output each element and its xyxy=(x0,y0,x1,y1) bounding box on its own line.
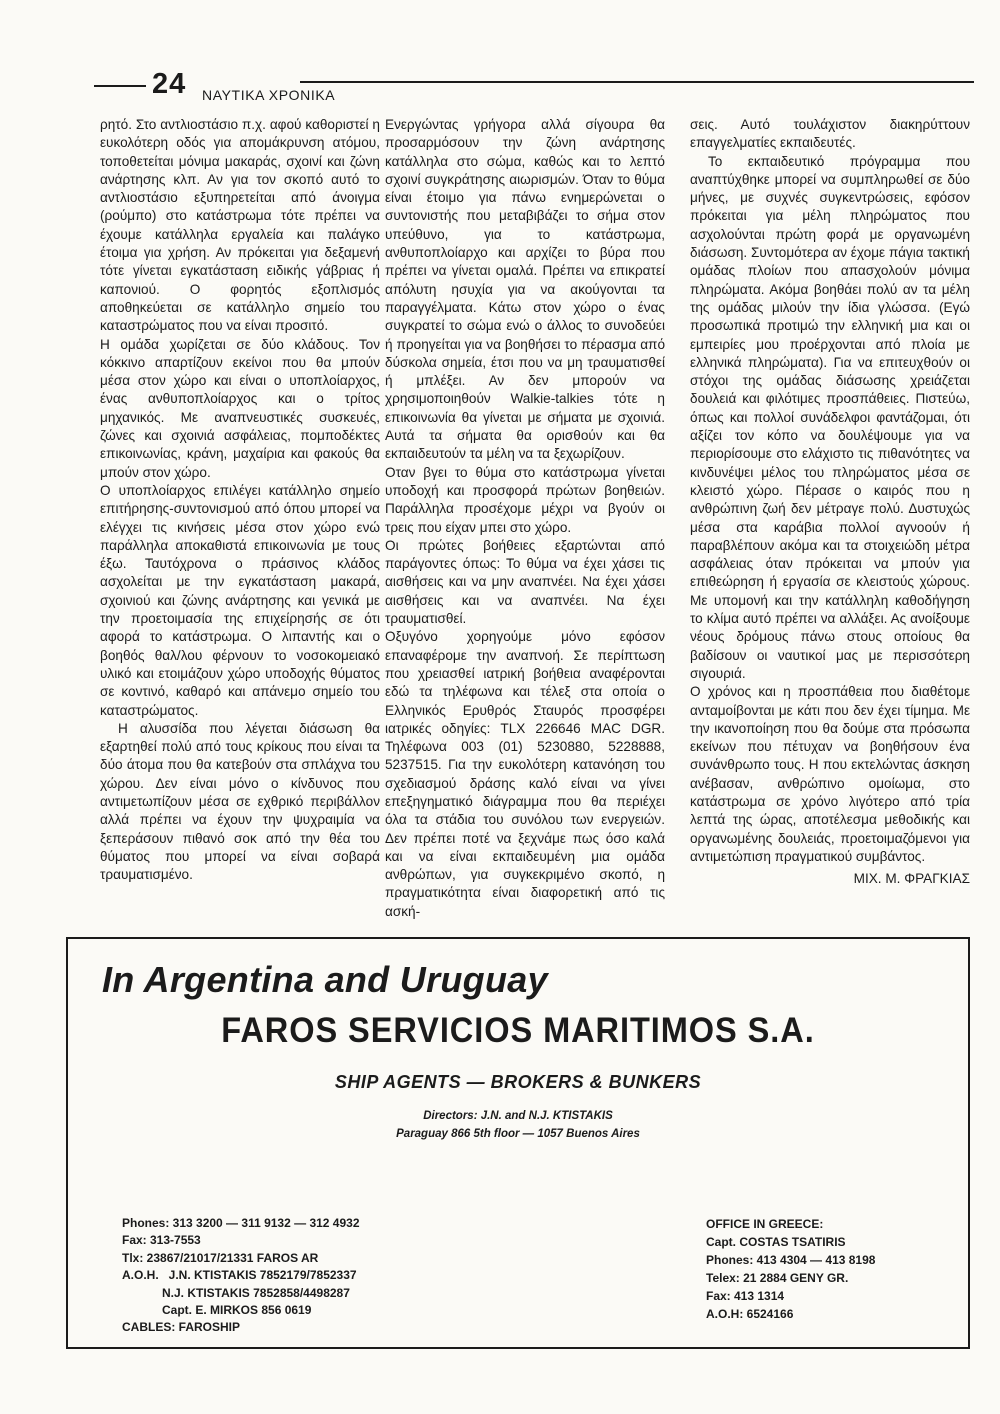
ad-contact-line: Fax: 313-7553 xyxy=(122,1233,201,1248)
article-paragraph: Οταν βγει το θύμα στο κατάστρωμα γίνεται υποδοχή και προσφορά πρώτων βοηθειών. Παράλληλα προσέχομε μέχρι να βγούν οι τρεις που είχαν μπει στο χώρο. xyxy=(385,464,665,535)
article-column-3 xyxy=(690,116,970,888)
ad-directors: Directors: J.N. and N.J. KTISTAKIS xyxy=(423,1110,613,1122)
ad-contact-line: A.O.H. J.N. KTISTAKIS 7852179/7852337 xyxy=(122,1268,357,1283)
article-paragraph: Η ομάδα χωρίζεται σε δύο κλάδους. Τον κόκκινο απαρτίζουν εκείνοι που θα μπούν μέσα στον χώρο και είναι ο υποπλοίαρχος, ένας ανθυποπλοίαρχος και ο τρίτος μηχανικός. Με αναπνευστικές συσκευές, ζώνες και σχοινιά ασφάλειας, πομποδέκτες επικοινωνίας, κράνη, μαχαίρια και φακούς θα μπούν στον χώρο. xyxy=(100,336,380,480)
author-signature: ΜΙΧ. Μ. ΦΡΑΓΚΙΑΣ xyxy=(853,871,970,887)
ad-greece-line: Fax: 413 1314 xyxy=(706,1289,785,1303)
header-rule-right xyxy=(300,81,974,83)
page-header xyxy=(94,70,974,110)
article-paragraph: Ενεργώντας γρήγορα αλλά σίγουρα θα προσαρμόσουν την ζώνη ανάρτησης κατάλληλα στο σώμα, καθώς και το λεπτό σχοινί συγκράτησης αιωρισμών. Όταν το θύμα είναι έτοιμο για πάνω ενημερώνεται ο συντονιστής που μεταβιβάζει το σήμα στον υπεύθυνο, για το κατάστρωμα, ανθυποπλοίαρχο και αρχίζει το βύρα που πρέπει να γίνεται ομαλά. Πρέπει να επικρατεί απόλυτη ησυχία για να ακούγονται τα παραγγέλματα. Κάτω στον χώρο ο ένας συγκρατεί το σώμα ενώ ο άλλος το συνοδεύει ή προηγείται για να βοηθήσει το πέρασμα από δύσκολα σημεία, έτσι που να μη τραυματισθεί ή μπλέξει. Αν δεν μπορούν να χρησιμοποιηθούν Walkie-talkies τότε η επικοινωνία θα γίνεται με σήματα με σχοινιά. Αυτά τα σήματα θα ορισθούν και θα εκπαιδευτούν τα μέλη να τα ξεχωρίζουν. xyxy=(385,117,665,462)
ad-greece-line: Capt. COSTAS TSATIRIS xyxy=(706,1235,846,1249)
ad-office-greece xyxy=(706,1215,875,1323)
article-paragraph: Οξυγόνο χορηγούμε μόνο εφόσον επαναφέρομε την αναπνοή. Σε περίπτωση που χρειασθεί ιατρική βοήθεια αναφέρονται εδώ τα τηλέφωνα και τέλεξ στα οποία ο Ελληνικός Ερυθρός Σταυρός προσφέρει ιατρικές οδηγίες: TLX 226646 MAC DGR. Τηλέφωνα 003 (01) 5230880, 5228888, 5237515. Για την ευκολότερη κατανόηση του σχεδιασμού δράσης καλό είναι να γίνει επεξηγηματικό διάγραμμα που θα περιέχει όλα τα στάδια του συνόλου των ενεργειών. Δεν πρέπει ποτέ να ξεχνάμε πως όσο καλά και να είναι εκπαιδευμένη μια ομάδα ανθρώπων, για συγκεκριμένο σκοπό, η πραγματικότητα είναι διαφορετική από τις ασκή- xyxy=(385,629,665,919)
article-paragraph: Ο χρόνος και η προσπάθεια που διαθέτομε ανταμοίβονται με κάτι που δεν έχει τίμημα. Με την ικανοποίηση που θα δούμε στα πρόσωπα εκείνων που πέτυχαν να βοηθήσουν ένα συνάνθρωπο τους. Η που εκτελώντας άσκηση ανέβασαν, ανθρώπινο ομοίωμα, στο κατάστρωμα σε χρόνο λιγότερο από τρία λεπτά της ώρας, αποτέλεσμα μεθοδικής και οργανωμένης δουλειάς, προετοιμαζόμενοι για αντιμετώπιση πραγματικού συμβάντος. xyxy=(690,684,970,864)
ad-contact-line: N.J. KTISTAKIS 7852858/4498287 xyxy=(122,1285,350,1300)
article-paragraph: Οι πρώτες βοήθειες εξαρτώνται από παράγοντες όπως: Το θύμα να έχει χάσει τις αισθήσεις και να μην αναπνέει. Να έχει χάσει αισθήσεις και να αναπνέει. Να έχει τραυματισθεί. xyxy=(385,537,665,627)
page-number: 24 xyxy=(152,68,187,100)
article-paragraph: σεις. Αυτό τουλάχιστον διακηρύττουν επαγγελματίες εκπαιδευτές. xyxy=(690,117,970,151)
ad-greece-line: OFFICE IN GREECE: xyxy=(706,1217,824,1231)
ad-contacts-argentina xyxy=(122,1215,360,1337)
ad-contact-line: CABLES: FAROSHIP xyxy=(122,1320,241,1335)
article-paragraph: Ο υποπλοίαρχος επιλέγει κατάλληλο σημείο επιτήρησης-συντονισμού από όπου μπορεί να ελέγχει τις κινήσεις μέσα στον χώρο ενώ παράλληλα αποκαθιστά επικοινωνία με τους έξω. Ταυτόχρονα ο πράσινος κλάδος ασχολείται με την εγκατάσταση μακαρά, σχοινιού και ζώνης ανάρτησης και γενικά με την προετοιμασία της επιχείρησής σε ότι αφορά το κατάστρωμα. Ο λιπαντής και ο βοηθός θαλ/λου φέρνουν το νοσοκομειακό υλικό και ετοιμάζουν χώρο υποδοχής θύματος σε κοντινό, καθαρό και απάνεμο σημείο του καταστρώματος. xyxy=(100,482,380,718)
article-paragraph: Το εκπαιδευτικό πρόγραμμα που αναπτύχθηκε μπορεί να συμπληρωθεί σε δύο μήνες, με συχνές συγκεντρώσεις, εφόσον πρόκειται για μέλη πληρώματος που ασχολούνται πρώτη φορά με οργανωμένη διάσωση. Συντομότερα αν έχομε πάγια τακτική ομάδας πλοίων που απασχολούν μόνιμα πληρώματα. Ακόμα βοηθάει πολύ αν τα μέλη της ομάδας μιλούν την ίδια γλώσσα. (Εγώ προσωπικά προτιμώ την ελληνική μια και οι εμπειρίες μου προέρχονται από πλοία με ελληνικά πληρώματα). Για να επιτευχθούν οι στόχοι της ομάδας διάσωσης χρειάζεται δουλειά και φιλότιμες προσπάθειες. Πιστεύω, όπως και πολλοί συνάδελφοι φαντάζομαι, ότι αξίζει τον κόπο να δουλέψουμε για να περιορίσουμε στο ελάχιστο τις πιθανότητες να κινδυνέψει μέλος του πληρώματος μέσα σε κλειστό χώρο. Πέρασε ο καιρός που η ανθρώπινη ζωή δεν μέτραγε πολύ. Δυστυχώς μέσα στα καράβια πολλοί αγνοούν ή παραβλέπουν ακόμα και τα στοιχειώδη μέτρα ασφάλειας όταν πρόκειται να μπούν για επιθεώρηση ή εργασία σε κλειστούς χώρους. Με υπομονή και την κατάλληλη καθοδήγηση το κλίμα αυτό πρέπει να αλλάξει. Ας ανοίξουμε νέους δρόμους πάνω στους οποίους θα βαδίσουν οι ναυτικοί μας με περισσότερη σιγουριά. xyxy=(690,153,970,681)
ad-greece-line: Phones: 413 4304 — 413 8198 xyxy=(706,1253,876,1267)
ad-contact-line: Phones: 313 3200 — 311 9132 — 312 4932 xyxy=(122,1216,360,1230)
ad-company-name: FAROS SERVICIOS MARITIMOS S.A. xyxy=(221,1011,815,1050)
ad-services: SHIP AGENTS — BROKERS & BUNKERS xyxy=(334,1072,702,1092)
ad-greece-line: A.O.H: 6524166 xyxy=(706,1307,794,1321)
ad-contact-line: Capt. E. MIRKOS 856 0619 xyxy=(122,1303,312,1318)
article-paragraph: ρητό. Στο αντλιοστάσιο π.χ. αφού καθοριστεί η ευκολότερη οδός για απομάκρυνση ατόμου, τοποθετείται μόνιμα μακαράς, σχοινί και ζώνη ανάρτησης κλπ. Αν για τον σκοπό αυτό το αντλιοστάσιο εξυπηρετείται από άνοιγμα (ρούμπο) στο κατάστρωμα τότε πρέπει να έχουμε κατάλληλα εργαλεία και παλάγκο έτοιμα για χρήση. Αν πρόκειται για δεξαμενή τότε γίνεται εγκατάσταση ειδικής γάβριας ή καπονιού. Ο φορητός εξοπλισμός αποθηκεύεται σε κατάλληλο σημείο του καταστρώματος που να είναι προσιτό. xyxy=(100,117,380,334)
advertisement-box xyxy=(66,937,970,1349)
magazine-title: ΝΑΥΤΙΚΑ ΧΡΟΝΙΚΑ xyxy=(202,87,336,103)
article-column-1 xyxy=(100,116,380,884)
article-column-2 xyxy=(385,116,665,921)
ad-greece-line: Telex: 21 2884 GENY GR. xyxy=(706,1271,849,1285)
ad-headline: In Argentina and Uruguay xyxy=(102,959,548,1000)
ad-contact-line: Tlx: 23867/21017/21331 FAROS AR xyxy=(122,1250,319,1265)
header-rule-left xyxy=(94,85,146,87)
ad-address: Paraguay 866 5th floor — 1057 Buenos Aires xyxy=(396,1128,640,1140)
article-paragraph: Η αλυσσίδα που λέγεται διάσωση θα εξαρτηθεί πολύ από τους κρίκους που είναι τα δύο άτομα που θα κατεβούν στα σπλάχνα του χώρου. Δεν είναι μόνο ο κίνδυνος που αντιμετωπίζουν μέσα σε εχθρικό περιβάλλον αλλά πρέπει να έχουν την ψυχραιμία να ξεπεράσουν πιθανό σοκ από την θέα του θύματος που μπορεί να είναι σοβαρά τραυματισμένο. xyxy=(100,720,380,883)
